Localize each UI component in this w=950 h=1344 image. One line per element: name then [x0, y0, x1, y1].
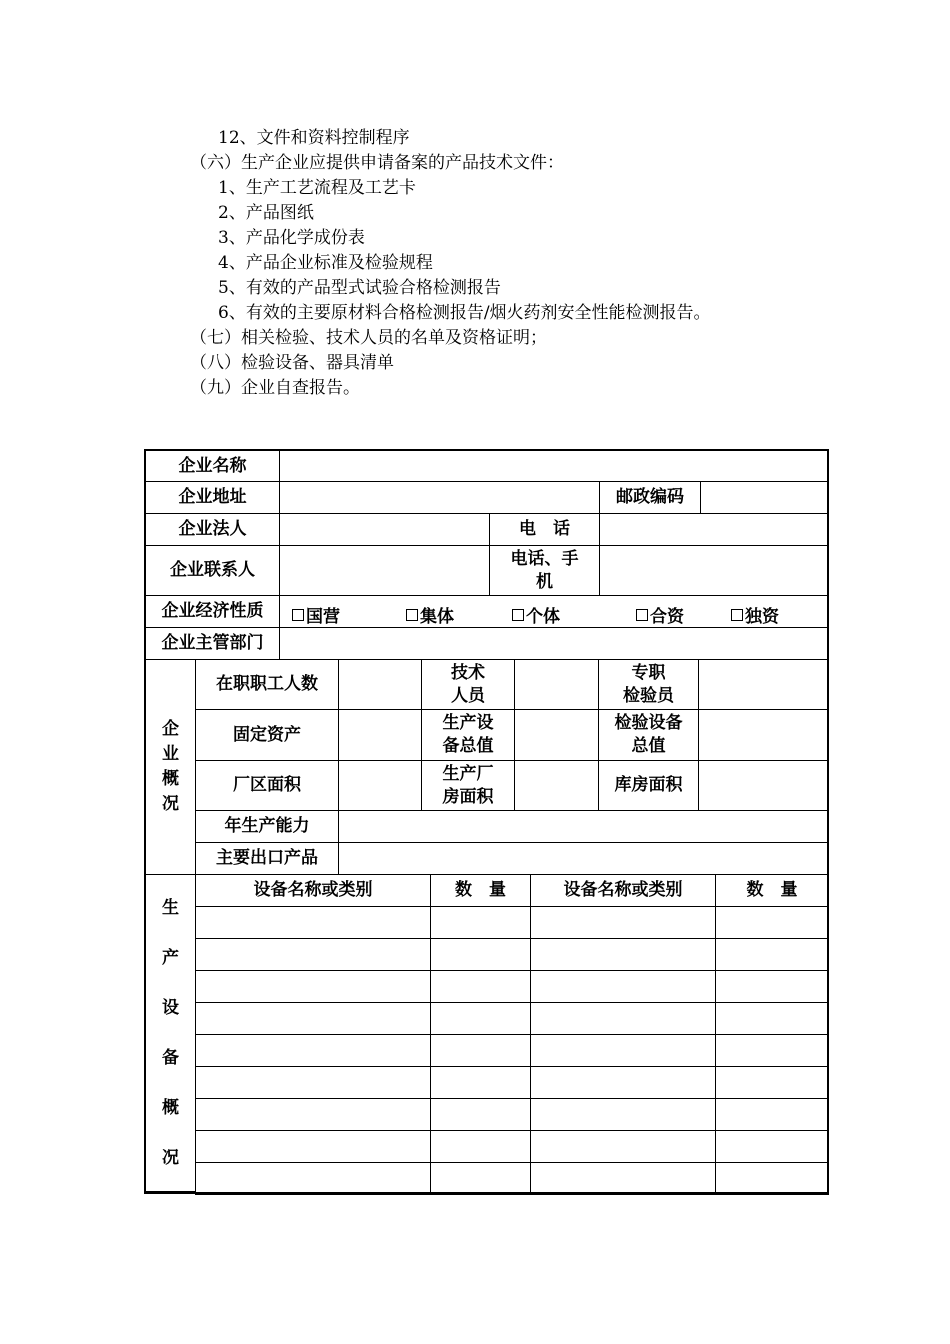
tech-file-4: 4、产品企业标准及检验规程 [218, 253, 433, 273]
company-address-label: 企业地址 [145, 481, 280, 514]
legal-person-field[interactable] [279, 513, 490, 546]
supervising-dept-label: 企业主管部门 [145, 627, 280, 660]
tech-file-3: 3、产品化学成份表 [218, 228, 365, 248]
quantity-cell[interactable] [715, 906, 829, 939]
section-6-heading: （六）生产企业应提供申请备案的产品技术文件： [190, 153, 564, 173]
plant-area-field[interactable] [338, 760, 422, 811]
quantity-cell[interactable] [715, 1002, 829, 1035]
equip-name-cell[interactable] [195, 1162, 431, 1195]
equipment-section-label: 生 产 设 备 概 况 [145, 874, 196, 1192]
supervising-dept-field[interactable] [279, 627, 829, 660]
quantity-cell[interactable] [430, 1002, 531, 1035]
quantity-cell[interactable] [430, 938, 531, 971]
equip-name-cell[interactable] [195, 938, 431, 971]
checkbox-icon [512, 609, 524, 621]
quantity-cell[interactable] [430, 906, 531, 939]
tech-file-2: 2、产品图纸 [218, 203, 314, 223]
fixed-assets-label: 固定资产 [195, 709, 339, 761]
equip-name-header-1: 设备名称或类别 [195, 874, 431, 907]
employees-label: 在职职工人数 [195, 659, 339, 710]
equip-name-cell[interactable] [530, 1066, 716, 1099]
equip-name-cell[interactable] [195, 1002, 431, 1035]
quantity-cell[interactable] [715, 1034, 829, 1067]
equip-name-cell[interactable] [530, 906, 716, 939]
tech-file-6: 6、有效的主要原材料合格检测报告/烟火药剂安全性能检测报告。 [218, 303, 711, 323]
equip-name-cell[interactable] [530, 1034, 716, 1067]
legal-person-label: 企业法人 [145, 513, 280, 546]
employees-field[interactable] [338, 659, 422, 710]
fixed-assets-field[interactable] [338, 709, 422, 761]
equip-name-cell[interactable] [195, 970, 431, 1003]
quantity-header-1: 数 量 [430, 874, 531, 907]
equip-name-cell[interactable] [195, 1034, 431, 1067]
inspectors-label: 专职 检验员 [598, 659, 699, 710]
warehouse-area-field[interactable] [698, 760, 829, 811]
section-8-heading: （八）检验设备、器具清单 [190, 353, 394, 373]
registration-form [144, 449, 829, 1194]
phone-field[interactable] [599, 513, 829, 546]
equip-name-cell[interactable] [195, 906, 431, 939]
inspectors-field[interactable] [698, 659, 829, 710]
postal-code-field[interactable] [700, 481, 829, 514]
equip-name-cell[interactable] [530, 970, 716, 1003]
company-name-field[interactable] [279, 450, 829, 482]
equip-name-cell[interactable] [195, 1130, 431, 1163]
tech-staff-field[interactable] [514, 659, 599, 710]
workshop-area-field[interactable] [514, 760, 599, 811]
quantity-cell[interactable] [715, 1098, 829, 1131]
contact-person-field[interactable] [279, 545, 490, 596]
annual-capacity-label: 年生产能力 [195, 810, 339, 843]
option-collective[interactable]: 集体 [406, 602, 454, 627]
tech-staff-label: 技术 人员 [421, 659, 515, 710]
main-exports-field[interactable] [338, 842, 829, 875]
workshop-area-label: 生产厂 房面积 [421, 760, 515, 811]
option-joint-venture[interactable]: 合资 [636, 602, 684, 627]
equip-name-cell[interactable] [530, 1098, 716, 1131]
economic-nature-label: 企业经济性质 [145, 595, 280, 628]
main-exports-label: 主要出口产品 [195, 842, 339, 875]
quantity-cell[interactable] [430, 970, 531, 1003]
equip-name-cell[interactable] [195, 1066, 431, 1099]
equip-name-cell[interactable] [530, 1162, 716, 1195]
company-name-label: 企业名称 [145, 450, 280, 482]
prod-equip-value-label: 生产设 备总值 [421, 709, 515, 761]
tech-file-5: 5、有效的产品型式试验合格检测报告 [218, 278, 501, 298]
quantity-cell[interactable] [430, 1034, 531, 1067]
phone-mobile-label: 电话、手机 [489, 545, 600, 596]
warehouse-area-label: 库房面积 [598, 760, 699, 811]
prod-equip-value-field[interactable] [514, 709, 599, 761]
inspect-equip-value-label: 检验设备 总值 [598, 709, 699, 761]
quantity-cell[interactable] [715, 1162, 829, 1195]
equip-name-header-2: 设备名称或类别 [530, 874, 716, 907]
section-9-heading: （九）企业自查报告。 [190, 378, 360, 398]
annual-capacity-field[interactable] [338, 810, 829, 843]
checkbox-icon [292, 609, 304, 621]
equip-name-cell[interactable] [530, 938, 716, 971]
quantity-cell[interactable] [715, 938, 829, 971]
checkbox-icon [406, 609, 418, 621]
tech-file-1: 1、生产工艺流程及工艺卡 [218, 178, 416, 198]
quantity-header-2: 数 量 [715, 874, 829, 907]
quantity-cell[interactable] [715, 1066, 829, 1099]
postal-code-label: 邮政编码 [599, 481, 701, 514]
quantity-cell[interactable] [430, 1098, 531, 1131]
checkbox-icon [636, 609, 648, 621]
quantity-cell[interactable] [430, 1162, 531, 1195]
quantity-cell[interactable] [715, 970, 829, 1003]
contact-person-label: 企业联系人 [145, 545, 280, 596]
section-7-heading: （七）相关检验、技术人员的名单及资格证明； [190, 328, 547, 348]
equip-name-cell[interactable] [530, 1002, 716, 1035]
plant-area-label: 厂区面积 [195, 760, 339, 811]
overview-section-label: 企 业 概 况 [145, 659, 196, 875]
option-sole-proprietor[interactable]: 独资 [731, 602, 779, 627]
list-item-12: 12、文件和资料控制程序 [218, 128, 410, 148]
equip-name-cell[interactable] [195, 1098, 431, 1131]
quantity-cell[interactable] [430, 1130, 531, 1163]
equip-name-cell[interactable] [530, 1130, 716, 1163]
option-state-owned[interactable]: 国营 [292, 602, 340, 627]
inspect-equip-value-field[interactable] [698, 709, 829, 761]
phone-label: 电 话 [489, 513, 600, 546]
quantity-cell[interactable] [430, 1066, 531, 1099]
company-address-field[interactable] [279, 481, 600, 514]
quantity-cell[interactable] [715, 1130, 829, 1163]
checkbox-icon [731, 609, 743, 621]
phone-mobile-field[interactable] [599, 545, 829, 596]
option-individual[interactable]: 个体 [512, 602, 560, 627]
